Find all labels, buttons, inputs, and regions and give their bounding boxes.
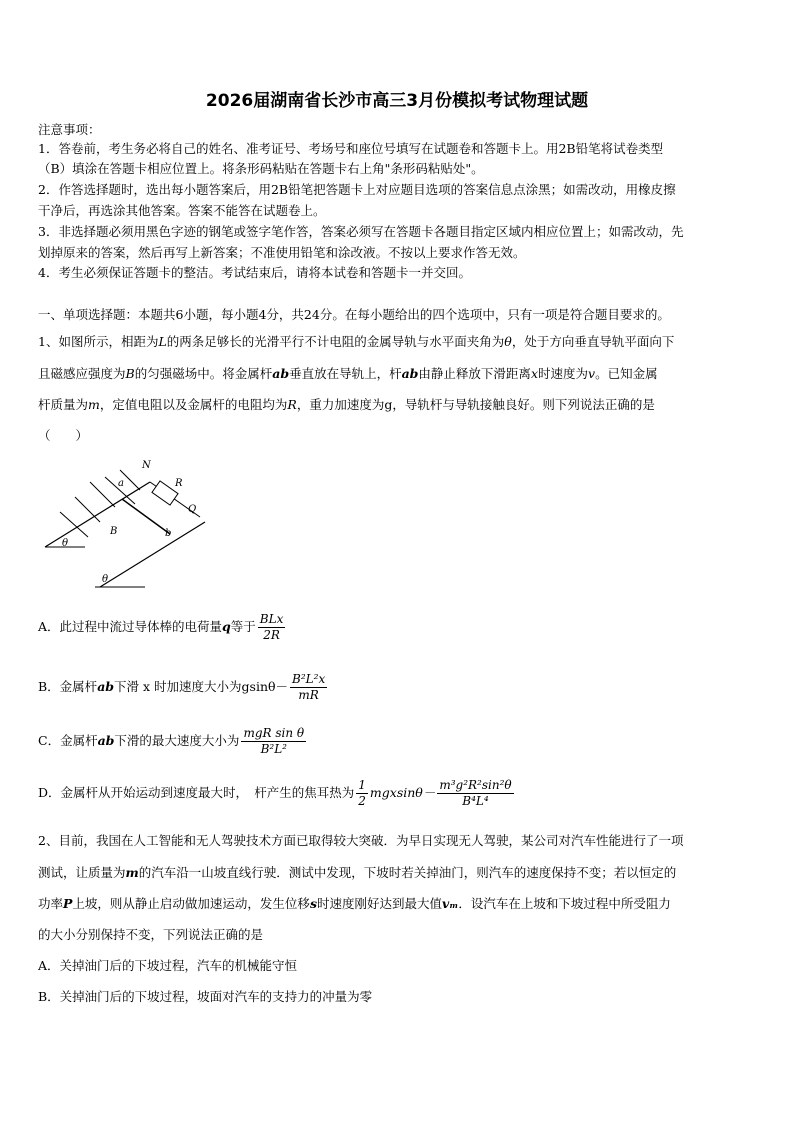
note-line: 干净后，再选涂其他答案。答案不能答在试题卷上。	[38, 203, 326, 218]
q1-option-c: C．金属杆ab下滑的最大速度大小为 $\frac{\text{mgR sin θ}}{\text{B²L²}}$	[38, 726, 305, 756]
q2-line4: 的大小分别保持不变，下列说法正确的是	[38, 927, 264, 942]
note-line: （B）填涂在答题卡相应位置上。将条形码粘贴在答题卡右上角"条形码粘贴处"。	[38, 161, 484, 176]
q1-line1: 1、如图所示，相距为L的两条足够长的光滑平行不计电阻的金属导轨与水平面夹角为θ，处于方向垂直导轨平面向下	[38, 334, 675, 349]
page-title: 2026届湖南省长沙市高三3月份模拟考试物理试题	[205, 91, 589, 111]
answer-parentheses: （ ）	[38, 428, 89, 443]
incline-rail-figure	[40, 452, 220, 592]
q2-line2: 测试，让质量为m的汽车沿一山坡直线行驶．测试中发现，下坡时若关掉油门，则汽车的速度保持不变；若以恒定的	[38, 865, 677, 880]
q1-option-b: B．金属杆ab下滑 x 时加速度大小为gsinθ－ $\frac{\text{B²L²x}}{mR}$	[38, 672, 326, 702]
q1-option-d: D．金属杆从开始运动到速度最大时， 杆产生的焦耳热为 $\frac{1}{2}$ mgxsinθ－ $\frac{\text{m³g²R²sin²θ}}{\text{B⁴L⁴}}$	[38, 778, 512, 808]
label-theta: θ	[62, 538, 69, 549]
note-line: 1．答卷前，考生务必将自己的姓名、准考证号、考场号和座位号填写在试题卷和答题卡上。用2B铅笔将试卷类型	[38, 141, 664, 156]
label-N: N	[142, 460, 151, 471]
note-line: 3．非选择题必须用黑色字迹的钢笔或签字笔作答，答案必须写在答题卡各题目指定区域内相应位置上；如需改动，先	[38, 224, 684, 239]
q1-option-a: A．此过程中流过导体棒的电荷量q等于 $\frac{\text{BLx}}{2R}$	[38, 612, 284, 642]
note-line: 4．考生必须保证答题卡的整洁。考试结束后，请将本试卷和答题卡一并交回。	[38, 265, 471, 280]
label-a: a	[118, 478, 124, 489]
notes-heading: 注意事项：	[38, 122, 101, 137]
label-Q: Q	[188, 504, 197, 515]
q1-line3: 杆质量为m，定值电阻以及金属杆的电阻均为R，重力加速度为g，导轨杆与导轨接触良好。则下列说法正确的是	[38, 397, 655, 412]
note-line: 划掉原来的答案，然后再写上新答案；不准使用铅笔和涂改液。不按以上要求作答无效。	[38, 245, 526, 260]
label-B: B	[110, 526, 118, 537]
label-b: b	[165, 528, 172, 539]
label-R: R	[175, 478, 183, 489]
section-heading: 一、单项选择题：本题共6小题，每小题4分，共24分。在每小题给出的四个选项中，只有一项是符合题目要求的。	[38, 307, 670, 322]
q2-line1: 2、目前，我国在人工智能和无人驾驶技术方面已取得较大突破．为早日实现无人驾驶，某公司对汽车性能进行了一项	[38, 833, 684, 848]
label-theta: θ	[102, 574, 109, 585]
q2-line3: 功率P上坡，则从静止启动做加速运动，发生位移s时速度刚好达到最大值vₘ．设汽车在上坡和下坡过程中所受阻力	[38, 896, 671, 911]
note-line: 2．作答选择题时，选出每小题答案后，用2B铅笔把答题卡上对应题目选项的答案信息点涂黑；如需改动，用橡皮擦	[38, 182, 676, 197]
q1-line2: 且磁感应强度为B的匀强磁场中。将金属杆ab垂直放在导轨上，杆ab由静止释放下滑距离x时速度为v。已知金属	[38, 366, 658, 381]
q2-option-a: A．关掉油门后的下坡过程，汽车的机械能守恒	[38, 958, 298, 973]
q2-option-b: B．关掉油门后的下坡过程，坡面对汽车的支持力的冲量为零	[38, 989, 373, 1004]
